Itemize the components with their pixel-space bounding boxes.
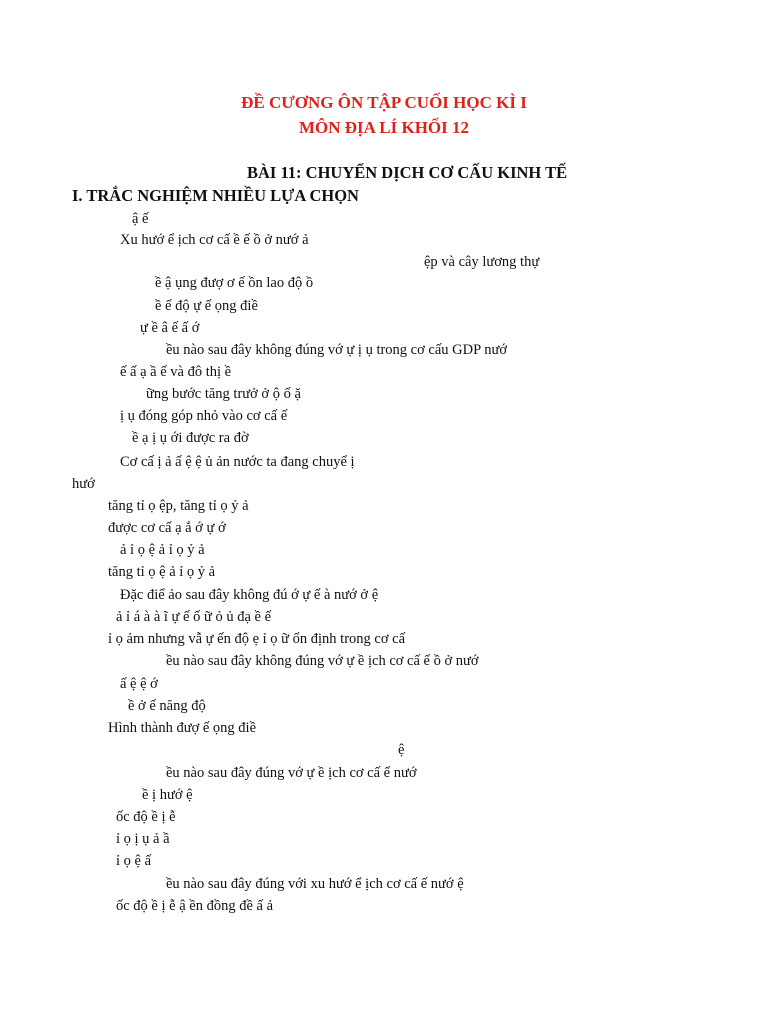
- body-line: hướ: [72, 476, 95, 492]
- body-line: ề ở ế năng độ: [128, 698, 206, 714]
- body-line: ều nào sau đây không đúng vớ ự ị ụ trong cơ cấu GDP nướ: [166, 342, 508, 358]
- body-line: Đặc điể ảo sau đây không đú ớ ự ế à nướ ở ệ: [120, 587, 379, 603]
- body-line: ự ề â ế ấ ớ: [140, 320, 200, 336]
- document-title-line-2: MÔN ĐỊA LÍ KHỐI 12: [298, 118, 470, 137]
- body-line: ấ ệ ệ ớ: [120, 676, 158, 692]
- body-line: ỉ ọ ảm nhưng vẫ ự ến độ ẹ ỉ ọ ữ ổn định trong cơ cấ: [108, 631, 406, 647]
- body-line: Hình thành đượ ế ọng điề: [108, 720, 257, 736]
- body-line: ệp và cây lương thự: [424, 254, 540, 270]
- body-line: ế ấ ạ ầ ế và đô thị ề: [120, 364, 232, 380]
- body-line: ả ỉ ọ ệ ả ỉ ọ ỷ ả: [120, 542, 205, 558]
- body-line: ều nào sau đây đúng vớ ự ề ịch cơ cấ ế nướ: [166, 765, 417, 781]
- body-line: ả ỉ á à à ĩ ự ế ố ữ ỏ ủ đạ ề ế: [116, 609, 272, 625]
- body-line: ậ ế: [132, 211, 149, 227]
- body-line: ốc độ ề ị ễ ậ ền đồng đề ấ ả: [116, 898, 274, 914]
- body-line: ỉ ọ ị ụ ả ầ: [116, 831, 170, 847]
- body-line: ốc độ ề ị ễ: [116, 809, 176, 825]
- body-line: ều nào sau đây không đúng vớ ự ề ịch cơ cấ ế ồ ở nướ: [166, 653, 479, 669]
- body-line: được cơ cấ ạ ắ ớ ự ớ: [108, 520, 226, 536]
- document-title-line-1: ĐỀ CƯƠNG ÔN TẬP CUỐI HỌC KÌ I: [241, 93, 527, 112]
- body-line: ều nào sau đây đúng với xu hướ ể ịch cơ cấ ế nướ ệ: [166, 876, 464, 892]
- body-line: tăng tỉ ọ ệ ả ỉ ọ ỷ ả: [108, 564, 216, 580]
- body-line: ệ: [398, 742, 405, 758]
- body-line: ề ậ ụng đượ ơ ế ồn lao độ ồ: [155, 275, 314, 291]
- body-line: ỉ ọ ệ ấ: [116, 853, 152, 869]
- section-title: I. TRẮC NGHIỆM NHIỀU LỰA CHỌN: [72, 186, 359, 205]
- body-line: ề ị hướ ệ: [142, 787, 193, 803]
- body-line: Cơ cấ ị ả ấ ệ ệ ủ ản nước ta đang chuyể ị: [120, 454, 355, 470]
- body-line: tăng tỉ ọ ệp, tăng tỉ ọ ỷ ả: [108, 498, 249, 514]
- body-line: Xu hướ ể ịch cơ cấ ề ế ồ ở nướ ả: [120, 232, 309, 248]
- body-line: ề ạ ị ụ ới được ra đờ: [132, 430, 249, 446]
- lesson-title: BÀI 11: CHUYỂN DỊCH CƠ CẤU KINH TẾ: [247, 163, 568, 182]
- body-line: ị ụ đóng góp nhỏ vào cơ cấ ế: [120, 408, 288, 424]
- body-line: ề ế độ ự ế ọng điề: [155, 298, 258, 314]
- body-line: ững bước tăng trưở ở ộ ố ặ: [146, 386, 301, 402]
